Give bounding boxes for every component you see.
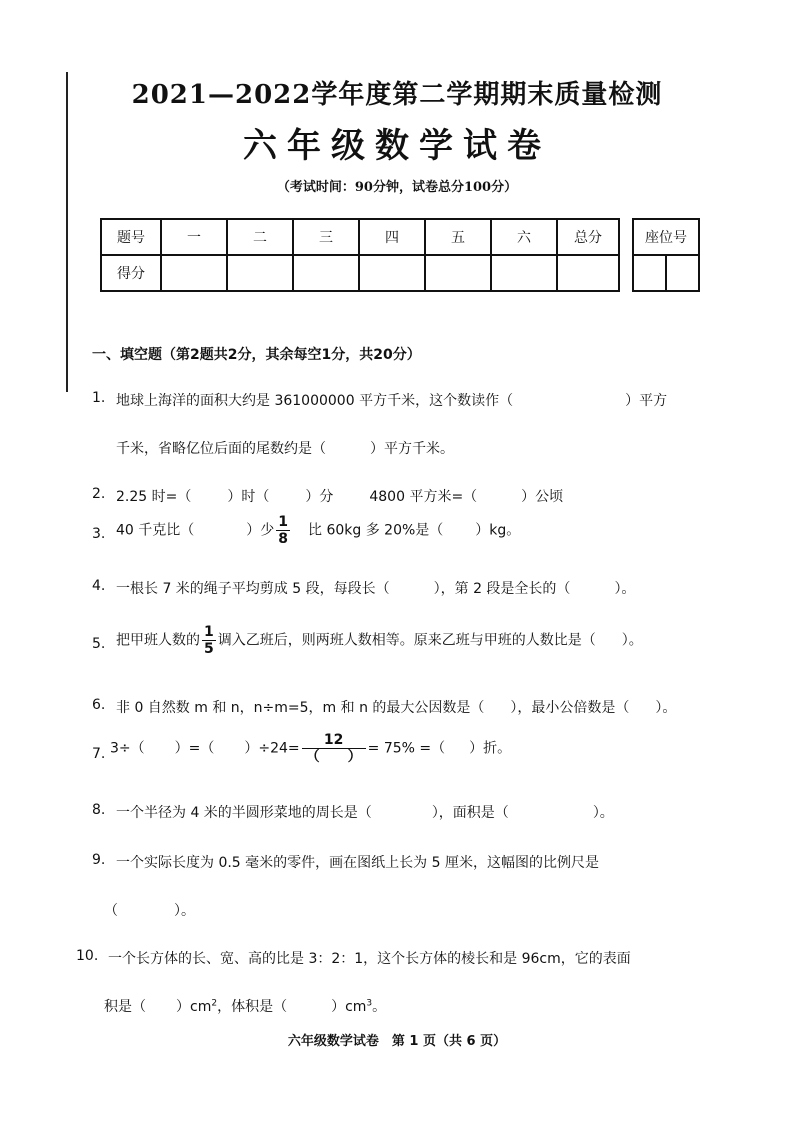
page-footer: 六年级数学试卷 第 1 页（共 6 页） [287, 1034, 507, 1049]
seat-label: 座位号 [633, 219, 699, 255]
q7-number: 7. [92, 746, 106, 762]
seat-cell [666, 255, 699, 291]
q7-fraction: $\frac{12}{( )}$ [302, 732, 366, 765]
score-col-6: 六 [491, 219, 557, 255]
q9-number: 9. [92, 852, 106, 868]
q3-number: 3. [92, 526, 106, 542]
score-cell [425, 255, 491, 291]
q10-number: 10. [76, 948, 99, 964]
score-col-2: 二 [227, 219, 293, 255]
score-col-5: 五 [425, 219, 491, 255]
q10-line1: 一个长方体的长、宽、高的比是 3：2：1，这个长方体的棱长和是 96cm，它的表面 [108, 951, 631, 967]
exam-title-line1: 2021—2022学年度第二学期期末质量检测 [131, 80, 663, 110]
score-cell [359, 255, 425, 291]
q1-line1: 地球上海洋的面积大约是 361000000 平方千米，这个数读作（ ）平方 [116, 393, 668, 409]
q4-number: 4. [92, 578, 106, 594]
q5-number: 5. [92, 636, 106, 652]
q9-line1: 一个实际长度为 0.5 毫米的零件，画在图纸上长为 5 厘米，这幅图的比例尺是 [116, 855, 599, 871]
q8-line: 一个半径为 4 米的半圆形菜地的周长是（ ），面积是（ ）。 [116, 805, 614, 821]
q4-line: 一根长 7 米的绳子平均剪成 5 段，每段长（ ），第 2 段是全长的（ ）。 [116, 581, 636, 597]
q2-number: 2. [92, 486, 106, 502]
score-table [100, 218, 620, 292]
score-row2-label: 得分 [101, 255, 161, 291]
exam-info: （考试时间：90分钟，试卷总分100分） [276, 180, 518, 195]
score-table-header-row [101, 219, 619, 255]
q6-number: 6. [92, 697, 106, 713]
score-col-3: 三 [293, 219, 359, 255]
q5-line: 把甲班人数的 $\frac{1}{5}$ 调入乙班后，则两班人数相等。原来乙班与甲班的人数比是（ ）。 [116, 624, 643, 657]
exam-title-line2: 六年级数学试卷 [243, 126, 551, 166]
q2-line: 2.25 时=（ ）时（ ）分 4800 平方米=（ ）公顷 [116, 489, 564, 505]
section1-heading: 一、填空题（第2题共2分，其余每空1分，共20分） [92, 347, 421, 363]
q10-line2: 积是（ ）$cm^2$，体积是（ ）$cm^3$。 [104, 998, 387, 1015]
score-cell [227, 255, 293, 291]
score-table-score-row [101, 255, 619, 291]
score-cell [161, 255, 227, 291]
score-col-total: 总分 [557, 219, 619, 255]
seat-cell [633, 255, 666, 291]
q3-fraction: $\frac{1}{8}$ [278, 514, 289, 547]
q1-number: 1. [92, 390, 106, 406]
q7-line: 3÷（ ）=（ ）÷24= $\frac{12}{( )}$ = 75% =（ ）折。 [110, 732, 512, 765]
q3-line: 40 千克比（ ）少 $\frac{1}{8}$ 比 60kg 多 20%是（ ）kg。 [116, 514, 521, 547]
q8-number: 8. [92, 802, 106, 818]
seat-table [632, 218, 700, 292]
score-cell [293, 255, 359, 291]
score-cell [557, 255, 619, 291]
q9-line2: （ ）。 [104, 903, 195, 919]
q5-fraction: $\frac{1}{5}$ [204, 624, 214, 657]
score-col-1: 一 [161, 219, 227, 255]
q1-line2: 千米，省略亿位后面的尾数约是（ ）平方千米。 [116, 441, 454, 457]
q6-line: 非 0 自然数 m 和 n，n÷m=5，m 和 n 的最大公因数是（ ），最小公倍数是（ ）。 [116, 700, 677, 716]
score-row1-label: 题号 [101, 219, 161, 255]
score-col-4: 四 [359, 219, 425, 255]
score-cell [491, 255, 557, 291]
